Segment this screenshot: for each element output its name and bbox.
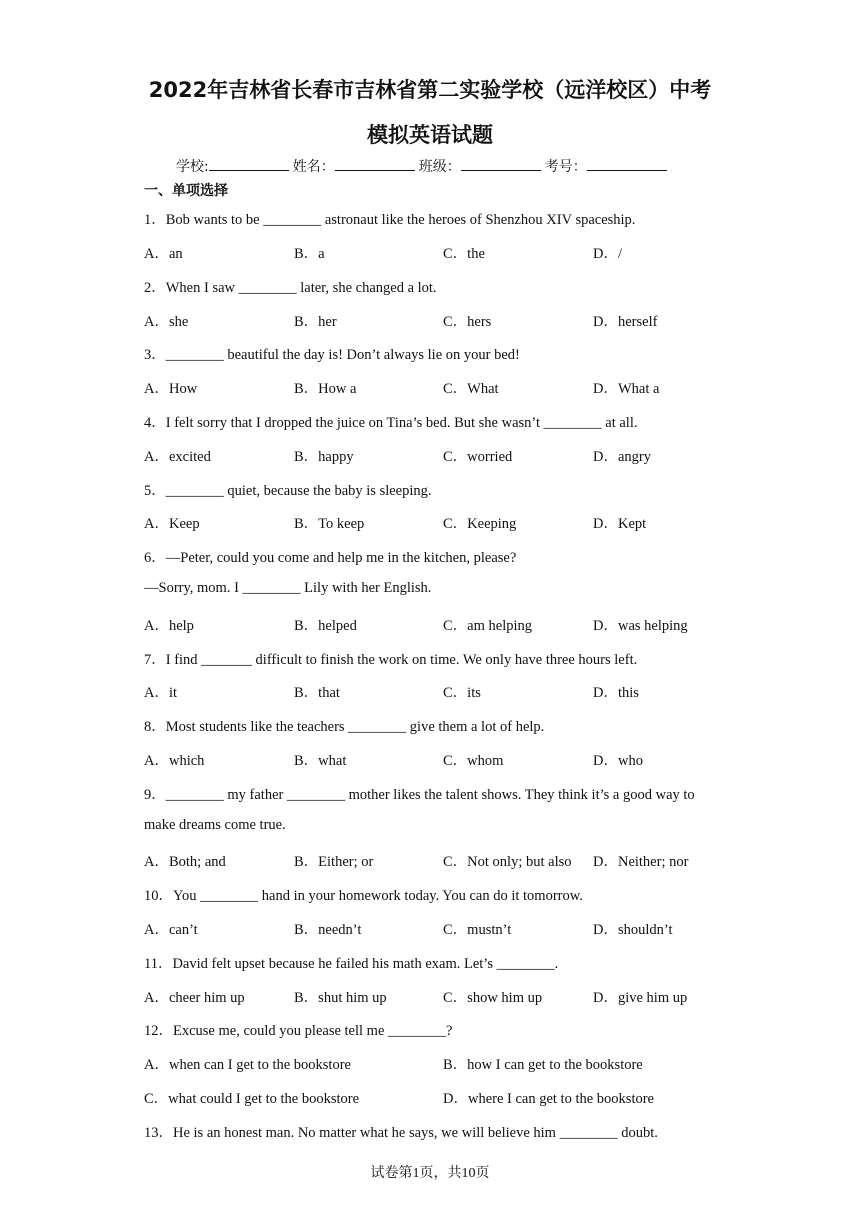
question-stem: 1．Bob wants to be ________ astronaut like the heroes of Shenzhou XIV spaceship. xyxy=(144,212,636,228)
option: B．that xyxy=(294,685,340,701)
option: A．help xyxy=(144,618,194,634)
name-label: 姓名： xyxy=(292,159,335,175)
option: B．happy xyxy=(294,449,354,465)
name-blank xyxy=(335,156,415,171)
class-label: 班级： xyxy=(418,159,461,175)
option: D．angry xyxy=(593,449,651,465)
option: A．Both; and xyxy=(144,854,226,870)
page-footer: 试卷第1页，共10页 xyxy=(370,1166,490,1181)
question-stem: 10．You ________ hand in your homework today. You can do it tomorrow. xyxy=(144,888,583,904)
option: C．its xyxy=(443,685,481,701)
option: D．was helping xyxy=(593,618,688,634)
option: C．am helping xyxy=(443,618,533,634)
option: D．where I can get to the bookstore xyxy=(443,1091,654,1107)
section-title: 一、单项选择 xyxy=(144,183,228,199)
option: A．she xyxy=(144,314,189,330)
option: A．when can I get to the bookstore xyxy=(144,1057,351,1073)
exam-title-line2: 模拟英语试题 xyxy=(367,123,493,147)
option: C．what could I get to the bookstore xyxy=(144,1091,360,1107)
option: C．Keeping xyxy=(443,516,517,532)
class-blank xyxy=(461,156,541,171)
option: D．who xyxy=(593,753,643,769)
option: C．hers xyxy=(443,314,492,330)
school-blank xyxy=(209,156,289,171)
option: B．needn’t xyxy=(294,922,362,938)
option: C．the xyxy=(443,246,485,262)
option: D．Neither; nor xyxy=(593,854,689,870)
option: C．worried xyxy=(443,449,513,465)
option: C．Not only; but also xyxy=(443,854,572,870)
option: D．shouldn’t xyxy=(593,922,673,938)
question-stem: 3．________ beautiful the day is! Don’t always lie on your bed! xyxy=(144,347,520,363)
option: C．show him up xyxy=(443,990,543,1006)
question-stem-continued: make dreams come true. xyxy=(144,817,286,833)
option: A．an xyxy=(144,246,183,262)
option: D．/ xyxy=(593,246,622,262)
question-stem: 2．When I saw ________ later, she changed a lot. xyxy=(144,280,437,296)
option: B．what xyxy=(294,753,347,769)
question-stem: 4．I felt sorry that I dropped the juice on Tina’s bed. But she wasn’t ________ at all. xyxy=(144,415,638,431)
option: C．What xyxy=(443,381,499,397)
question-stem: 12．Excuse me, could you please tell me ________? xyxy=(144,1023,453,1039)
school-label: 学校: xyxy=(176,159,209,175)
question-stem: 8．Most students like the teachers ________ give them a lot of help. xyxy=(144,719,545,735)
student-info-row xyxy=(176,156,671,176)
option: C．whom xyxy=(443,753,504,769)
question-stem: 13．He is an honest man. No matter what he says, we will believe him ________ doubt. xyxy=(144,1125,658,1141)
option: D．give him up xyxy=(593,990,688,1006)
question-stem: 5．________ quiet, because the baby is sleeping. xyxy=(144,483,432,499)
option: A．excited xyxy=(144,449,211,465)
option: A．can’t xyxy=(144,922,198,938)
option: C．mustn’t xyxy=(443,922,512,938)
option: B．her xyxy=(294,314,337,330)
question-stem: 7．I find _______ difficult to finish the work on time. We only have three hours left. xyxy=(144,652,638,668)
exam-no-blank xyxy=(587,156,667,171)
option: A．which xyxy=(144,753,205,769)
option: B．To keep xyxy=(294,516,365,532)
option: A．it xyxy=(144,685,178,701)
option: A．How xyxy=(144,381,198,397)
option: B．a xyxy=(294,246,325,262)
option: B．helped xyxy=(294,618,357,634)
option: D．Kept xyxy=(593,516,647,532)
question-stem: 6．—Peter, could you come and help me in the kitchen, please? xyxy=(144,550,517,566)
question-stem: 9．________ my father ________ mother likes the talent shows. They think it’s a good way to xyxy=(144,787,695,803)
option: A．cheer him up xyxy=(144,990,245,1006)
exam-title-line1: 2022年吉林省长春市吉林省第二实验学校（远洋校区）中考 xyxy=(148,78,712,102)
question-stem: 11．David felt upset because he failed his math exam. Let’s ________. xyxy=(144,956,559,972)
option: D．this xyxy=(593,685,639,701)
option: D．herself xyxy=(593,314,658,330)
exam-no-label: 考号： xyxy=(544,159,587,175)
option: B．how I can get to the bookstore xyxy=(443,1057,643,1073)
option: D．What a xyxy=(593,381,660,397)
option: A．Keep xyxy=(144,516,200,532)
option: B．How a xyxy=(294,381,357,397)
question-stem-continued: —Sorry, mom. I ________ Lily with her English. xyxy=(144,580,432,596)
option: B．Either; or xyxy=(294,854,374,870)
option: B．shut him up xyxy=(294,990,387,1006)
